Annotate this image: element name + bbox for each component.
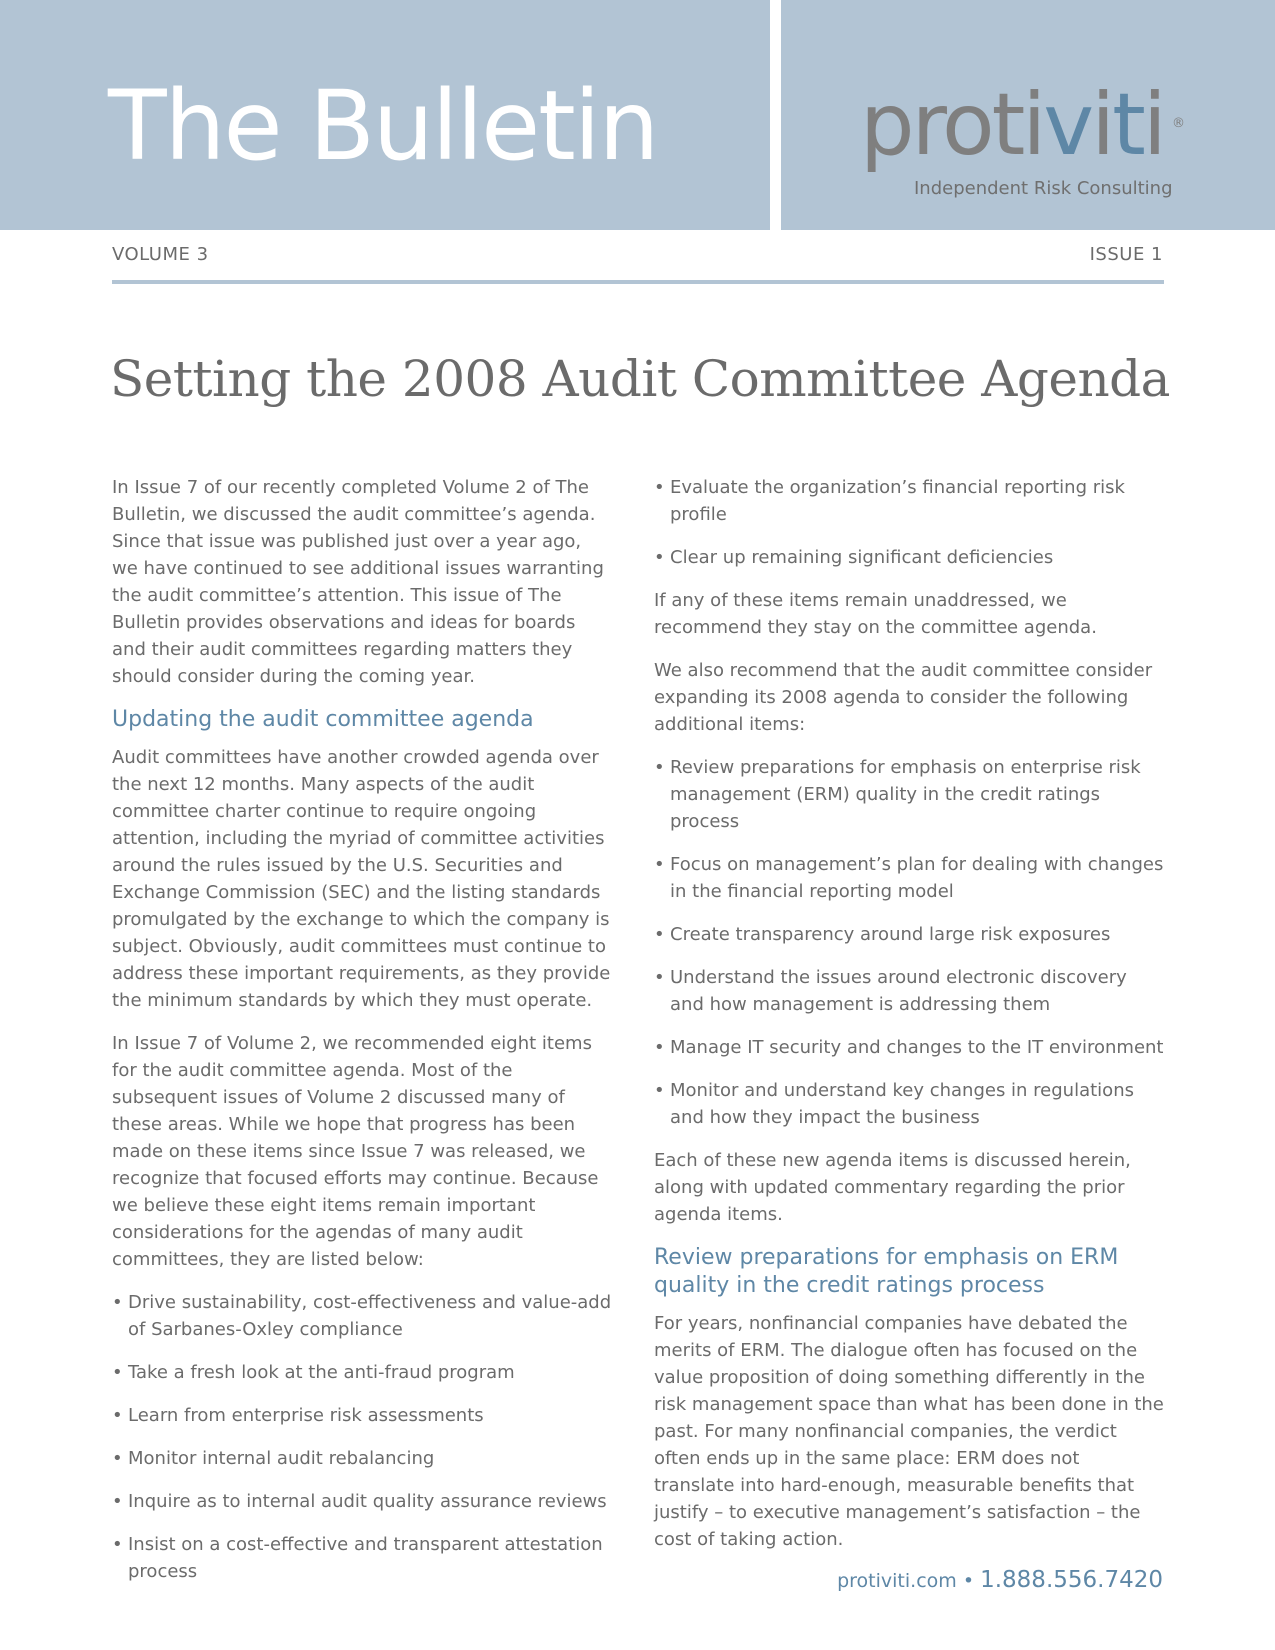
right-column — [654, 474, 1164, 1569]
separator-dot: • — [962, 1570, 975, 1592]
header-divider — [112, 280, 1164, 284]
body-paragraph: For years, nonfinancial companies have debated the merits of ERM. The dialogue often has focused on the value proposition of doing something differently in the risk management space than what has been done in the past. For many nonfinancial companies, the verdict often ends up in the same place: ERM does not translate into hard-enough, measurable benefits that justify – to executive management’s satisfaction – the cost of taking action. — [654, 1313, 1164, 1550]
list-item: • Drive sustainability, cost-effectiveness and value-add of Sarbanes-Oxley compliance — [112, 1289, 612, 1343]
registered-mark: ® — [1172, 116, 1185, 131]
new-agenda-list — [654, 754, 1164, 1131]
list-item: • Manage IT security and changes to the IT environment — [654, 1034, 1164, 1061]
list-item: • Clear up remaining significant deficiencies — [654, 544, 1164, 571]
list-item: • Monitor internal audit rebalancing — [112, 1445, 612, 1472]
list-item: • Focus on management’s plan for dealing with changes in the financial reporting model — [654, 851, 1164, 905]
body-paragraph: We also recommend that the audit committee consider expanding its 2008 agenda to consider the following additional items: — [654, 660, 1153, 735]
section-heading: Updating the audit committee agenda — [112, 707, 534, 732]
footer-contact — [837, 1567, 1163, 1593]
list-item: • Learn from enterprise risk assessments — [112, 1402, 612, 1429]
list-item: • Insist on a cost-effective and transparent attestation process — [112, 1531, 612, 1585]
list-item: • Understand the issues around electronic discovery and how management is addressing them — [654, 964, 1164, 1018]
publication-title: The Bulletin — [108, 70, 658, 182]
list-item: • Review preparations for emphasis on enterprise risk management (ERM) quality in the credit ratings process — [654, 754, 1164, 835]
body-paragraph: If any of these items remain unaddressed, we recommend they stay on the committee agenda. — [654, 590, 1097, 638]
body-paragraph: In Issue 7 of Volume 2, we recommended eight items for the audit committee agenda. Most of the subsequent issues of Volume 2 discussed many of these areas. While we hope that progress has been made on these items since Issue 7 was released, we recognize that focused efforts may continue. Because we believe these eight items remain important considerations for the agendas of many audit committees, they are listed below: — [112, 1033, 599, 1270]
left-column — [112, 474, 612, 1601]
prior-agenda-list — [112, 1289, 612, 1585]
volume-label: VOLUME 3 — [112, 244, 209, 265]
website-link[interactable]: protiviti.com — [837, 1570, 957, 1592]
phone-number: 1.888.556.7420 — [980, 1567, 1163, 1593]
list-item: • Take a fresh look at the anti-fraud program — [112, 1359, 612, 1386]
section-heading: Review preparations for emphasis on ERM quality in the credit ratings process — [654, 1245, 1119, 1298]
protiviti-logo — [860, 75, 1185, 202]
issue-label: ISSUE 1 — [1089, 244, 1163, 265]
list-item: • Inquire as to internal audit quality assurance reviews — [112, 1488, 612, 1515]
body-paragraph: Each of these new agenda items is discussed herein, along with updated commentary regarding the prior agenda items. — [654, 1150, 1131, 1225]
list-item: • Monitor and understand key changes in regulations and how they impact the business — [654, 1077, 1164, 1131]
list-item: • Create transparency around large risk exposures — [654, 921, 1164, 948]
intro-paragraph: In Issue 7 of our recently completed Volume 2 of The Bulletin, we discussed the audit committee’s agenda. Since that issue was published just over a year ago, we have continued to see additional issues warranting the audit committee’s attention. This issue of The Bulletin provides observations and ideas for boards and their audit committees regarding matters they should consider during the coming year. — [112, 477, 604, 687]
body-paragraph: Audit committees have another crowded agenda over the next 12 months. Many aspects of the audit committee charter continue to require ongoing attention, including the myriad of committee activities around the rules issued by the U.S. Securities and Exchange Commission (SEC) and the listing standards promulgated by the exchange to which the company is subject. Obviously, audit committees must continue to address these important requirements, as they provide the minimum standards by which they must operate. — [112, 747, 611, 1011]
logo-wordmark: protiviti — [860, 75, 1164, 175]
list-item: • Evaluate the organization’s financial reporting risk profile — [654, 474, 1164, 528]
logo-tagline: Independent Risk Consulting — [914, 178, 1173, 199]
prior-agenda-list-continued — [654, 474, 1164, 571]
article-headline: Setting the 2008 Audit Committee Agenda — [110, 350, 1170, 408]
